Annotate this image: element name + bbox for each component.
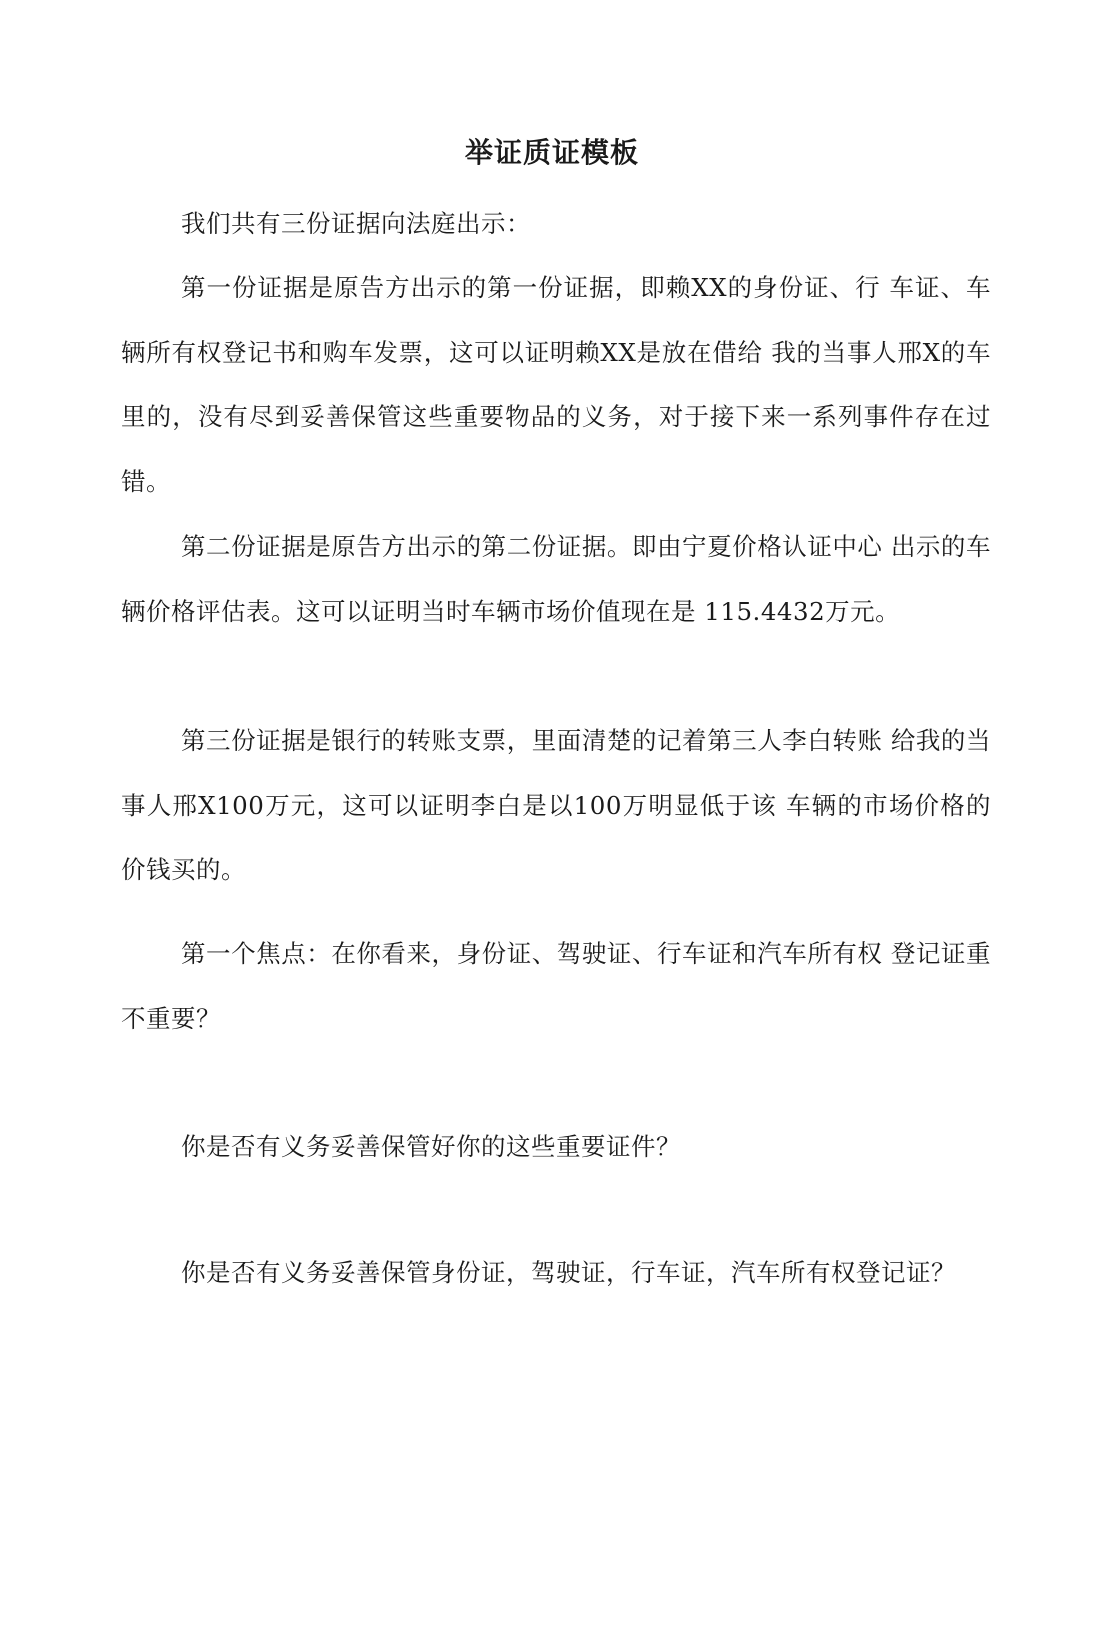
focus-1-paragraph: 第一个焦点：在你看来，身份证、驾驶证、行车证和汽车所有权 登记证重不重要？ — [121, 939, 991, 1033]
question-1-paragraph: 你是否有义务妥善保管好你的这些重要证件？ — [181, 1132, 681, 1161]
document-title: 举证质证模板 — [464, 136, 639, 169]
intro-paragraph: 我们共有三份证据向法庭出示： — [181, 209, 531, 238]
evidence-1-paragraph: 第一份证据是原告方出示的第一份证据，即赖XX的身份证、行 车证、车辆所有权登记书和购车发票，这可以证明赖XX是放在借给 我的当事人邢X的车里的，没有尽到妥善保管这些重要物品的义务，对于接下来一系列事件存在过错。 — [121, 273, 991, 496]
question-2-paragraph: 你是否有义务妥善保管身份证，驾驶证，行车证，汽车所有权登记证？ — [181, 1258, 956, 1287]
evidence-2-paragraph: 第二份证据是原告方出示的第二份证据。即由宁夏价格认证中心 出示的车辆价格评估表。这可以证明当时车辆市场价值现在是 115.4432万元。 — [121, 532, 991, 626]
evidence-3-paragraph: 第三份证据是银行的转账支票，里面清楚的记着第三人李白转账 给我的当事人邢X100万元，这可以证明李白是以100万明显低于该 车辆的市场价格的价钱买的。 — [121, 726, 991, 884]
